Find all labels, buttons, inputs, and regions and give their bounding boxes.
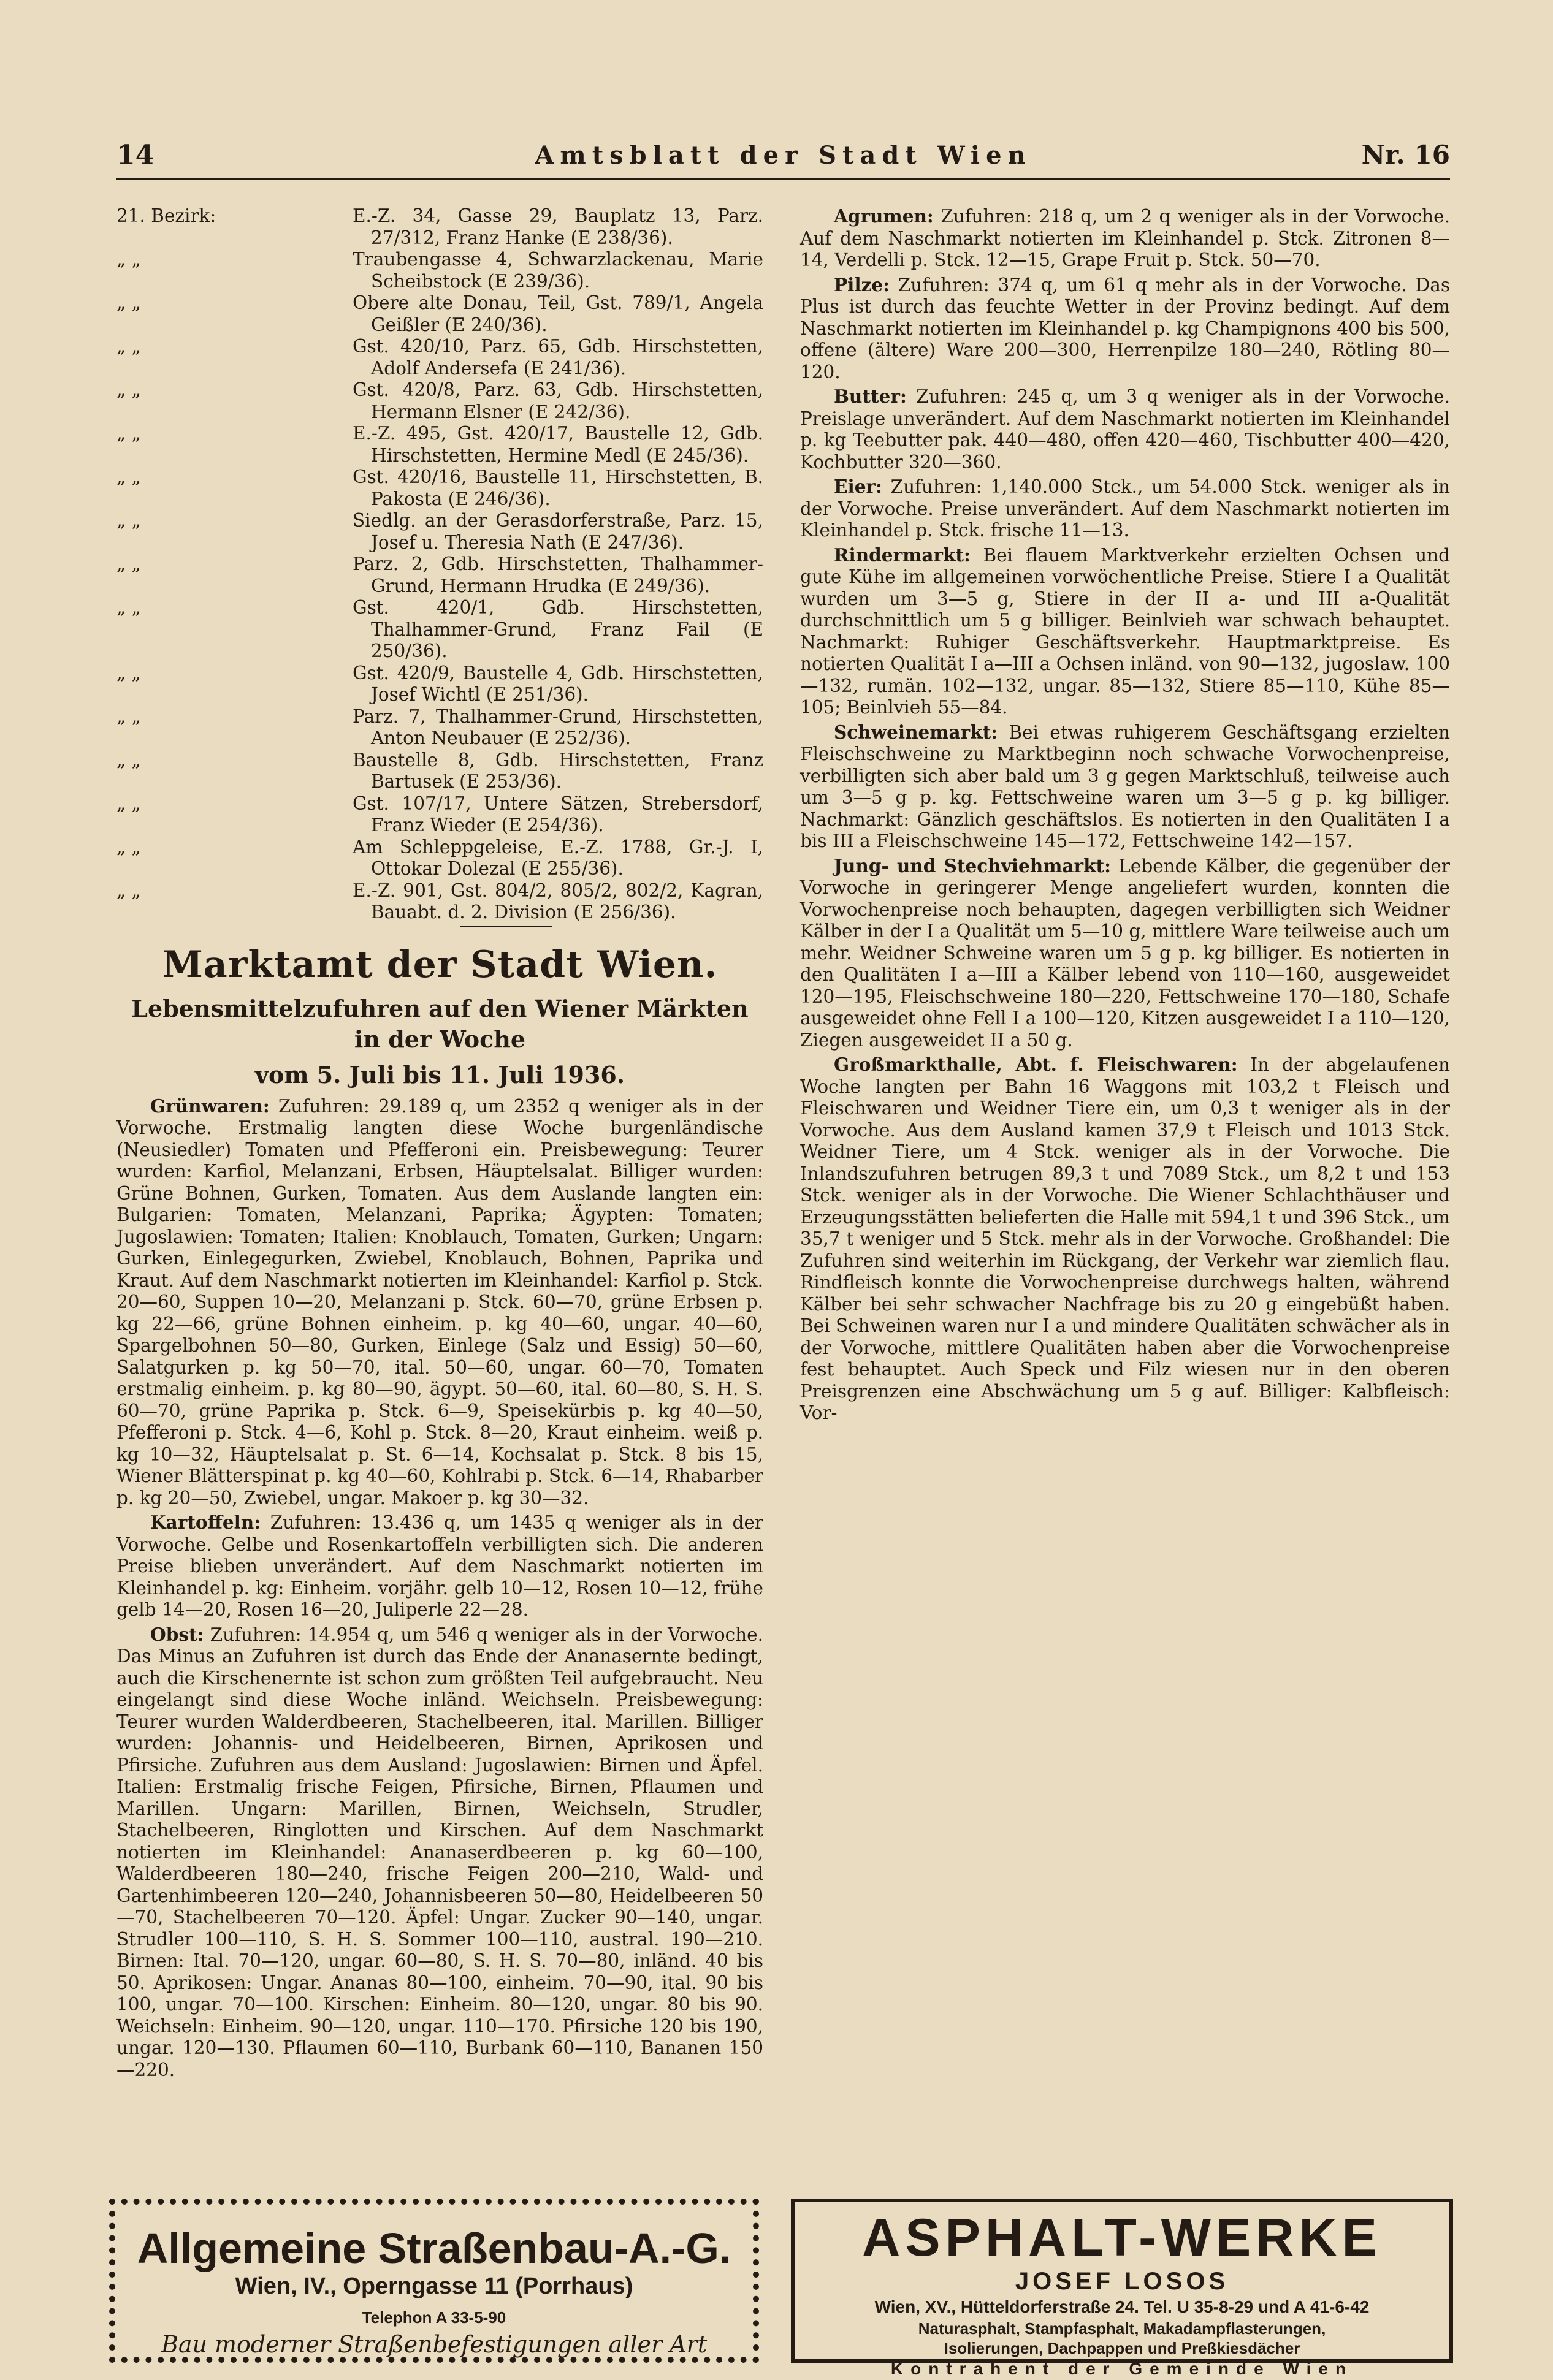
paragraph-keyword: Jung- und Stechviehmarkt: [834,854,1112,876]
ad-asphalt-name: ASPHALT-WERKE [862,2208,1382,2267]
paragraph-text: Zufuhren: 218 q, um 2 q weniger als in der Vorwoche. Auf dem Naschmarkt notierten im Kleinhandel p. Stck. Zitronen 8—14, Verdelli p. Stck. 12—15, Grape Fruit p. Stck. 50—70. [800,206,1450,270]
report-paragraph [116,1624,763,2082]
district-entry [116,880,763,924]
district-entry-text: E.-Z. 495, Gst. 420/17, Baustelle 12, Gdb. Hirschstetten, Hermine Medl (E 245/36). [353,423,763,466]
ditto-mark: „ „ [116,597,141,618]
district-entry [116,292,763,336]
page-header [116,140,1450,170]
district-entry [116,336,763,379]
paragraph-text: Zufuhren: 13.436 q, um 1435 q weniger als in der Vorwoche. Gelbe und Rosenkartoffeln verbilligten sich. Die anderen Preise blieben unverändert. Auf dem Naschmarkt notierten im Kleinhandel p. kg: Einheim. vorjähr. gelb 10—12, Rosen 10—12, frühe gelb 14—20, Rosen 16—20, Juliperle 22—28. [116,1512,763,1620]
ditto-mark: „ „ [116,249,141,270]
paragraph-keyword: Großmarkthalle, Abt. f. Fleischwaren: [834,1054,1238,1075]
district-entry [116,510,763,553]
ad-asphalt-address: Wien, XV., Hütteldorferstraße 24. Tel. U 35-8-29 und A 41-6-42 [874,2297,1370,2316]
district-entry-text: Gst. 420/8, Parz. 63, Gdb. Hirschstetten, Hermann Elsner (E 242/36). [353,379,763,422]
page-number: 14 [116,140,155,171]
ditto-mark: „ „ [116,553,141,574]
district-entry [116,837,763,880]
ad-asphalt-werke [791,2199,1453,2378]
district-entry [116,423,763,466]
paragraph-text: In der abgelaufenen Woche langten per Bahn 16 Waggons mit 103,2 t Fleisch und Fleischwaren und Weidner Tiere ein, um 0,3 t weniger als in der Vorwoche. Aus dem Ausland kamen 37,9 t Fleisch und 1013 Stck. Weidner Tiere, um 4 Stck. weniger als in der Vorwoche. Die Inlandszufuhren betrugen 89,3 t und 7089 Stck., um 8,2 t und 153 Stck. weniger als in der Vorwoche. Die Wiener Schlachthäuser und Erzeugungsstätten belieferten die Halle mit 594,1 t und 396 Stck., um 35,7 t weniger und 5 Stck. mehr als in der Vorwoche. Großhandel: Die Zufuhren sind weiterhin im Rückgang, der Verkehr war ziemlich flau. Rindfleisch konnte die Vorwochenpreise durchwegs halten, während Kälber bei sehr schwacher Nachfrage bis zu 20 g eingebüßt haben. Bei Schweinen waren nur I a und mindere Qualitäten schwächer als in der Vorwoche, mittlere Qualitäten haben aber die Vorwochenpreise fest behauptet. Auch Speck und Filz wiesen nur in den oberen Preisgrenzen eine Abschwächung um 5 g auf. Billiger: Kalbfleisch: Vor- [800,1054,1450,1423]
paragraph-text: Zufuhren: 29.189 q, um 2352 q weniger als in der Vorwoche. Erstmalig langten diese Woche burgenländische (Neusiedler) Tomaten und Pfefferoni ein. Preisbewegung: Teurer wurden: Karfiol, Melanzani, Erbsen, Häuptelsalat. Billiger wurden: Grüne Bohnen, Gurken, Tomaten. Aus dem Auslande langten ein: Bulgarien: Tomaten, Melanzani, Paprika; Ägypten: Tomaten; Jugoslawien: Tomaten; Italien: Knoblauch, Tomaten, Gurken; Ungarn: Gurken, Einlegegurken, Zwiebel, Knoblauch, Bohnen, Paprika und Kraut. Auf dem Naschmarkt notierten im Kleinhandel: Karfiol p. Stck. 20—60, Suppen 10—20, Melanzani p. Stck. 60—70, grüne Erbsen p. kg 22—66, grüne Bohnen einheim. p. kg 40—60, ungar. 40—60, Spargelbohnen 50—80, Gurken, Einlege (Salz und Essig) 50—60, Salatgurken p. kg 50—70, ital. 50—60, ungar. 60—70, Tomaten erstmalig einheim. p. kg 80—90, ägypt. 50—60, ital. 60—80, S. H. S. 60—70, grüne Paprika p. Stck. 6—9, Speisekürbis p. kg 40—50, Pfefferoni p. Stck. 4—6, Kohl p. Stck. 8—20, Kraut einheim. weiß p. kg 10—32, Häuptelsalat p. St. 6—14, Kochsalat p. Stck. 8 bis 15, Wiener Blätterspinat p. kg 40—60, Kohlrabi p. Stck. 6—14, Rhabarber p. kg 20—50, Zwiebel, ungar. Makoer p. kg 30—32. [116,1095,763,1508]
district-entry-text: Gst. 420/1, Gdb. Hirschstetten, Thalhammer-Grund, Franz Fail (E 250/36). [353,597,763,661]
paragraph-text: Zufuhren: 1,140.000 Stck., um 54.000 Stck. weniger als in der Vorwoche. Preise unverändert. Auf dem Naschmarkt notierten im Kleinhandel p. Stck. frische 11—13. [800,476,1450,541]
ditto-mark: „ „ [116,336,141,357]
paragraph-text: Zufuhren: 14.954 q, um 546 q weniger als in der Vorwoche. Das Minus an Zufuhren ist durch das Ende der Ananasernte bedingt, auch die Kirschenernte ist schon zum größten Teil aufgebraucht. Neu eingelangt sind diese Woche inländ. Weichseln. Preisbewegung: Teurer wurden Walderdbeeren, Stachelbeeren, ital. Marillen. Billiger wurden: Johannis- und Heidelbeeren, Birnen, Aprikosen und Pfirsiche. Zufuhren aus dem Ausland: Jugoslawien: Birnen und Äpfel. Italien: Erstmalig frische Feigen, Pfirsiche, Birnen, Pflaumen und Marillen. Ungarn: Marillen, Birnen, Weichseln, Strudler, Stachelbeeren, Ringlotten und Kirschen. Auf dem Naschmarkt notierten im Kleinhandel: Ananaserdbeeren p. kg 60—100, Walderdbeeren 180—240, frische Feigen 200—210, Wald- und Gartenhimbeeren 120—240, Johannisbeeren 50—80, Heidelbeeren 50—70, Stachelbeeren 70—120. Äpfel: Ungar. Zucker 90—140, ungar. Strudler 100—110, S. H. S. Sommer 100—110, austral. 190—210. Birnen: Ital. 70—120, ungar. 60—80, S. H. S. 70—80, inländ. 40 bis 50. Aprikosen: Ungar. Ananas 80—100, einheim. 70—90, ital. 90 bis 100, ungar. 70—100. Kirschen: Einheim. 80—120, ungar. 80 bis 90. Weichseln: Einheim. 90—120, ungar. 110—170. Pfirsiche 120 bis 190, ungar. 120—130. Pflaumen 60—110, Burbank 60—110, Bananen 150—220. [116,1624,763,2080]
report-paragraph [800,205,1450,272]
paragraph-keyword: Agrumen: [834,205,934,227]
paragraph-keyword: Pilze: [834,273,890,295]
district-entry-text: Gst. 420/16, Baustelle 11, Hirschstetten, B. Pakosta (E 246/36). [353,466,763,509]
ditto-mark: „ „ [116,466,141,487]
district-entry-text: Gst. 107/17, Untere Sätzen, Strebersdorf, Franz Wieder (E 254/36). [353,793,763,835]
paragraph-keyword: Butter: [834,386,907,407]
ad-strassenbau-phone: Telephon A 33-5-90 [362,2308,506,2327]
district-entry [116,663,763,706]
header-rule [116,178,1450,180]
district-entry-text: Am Schleppgeleise, E.-Z. 1788, Gr.-J. I, Ottokar Dolezal (E 255/36). [353,836,763,879]
ad-strassenbau-name: Allgemeine Straßenbau-A.-G. [137,2224,731,2272]
report-paragraph [116,1511,763,1621]
ad-strassenbau-address: Wien, IV., Operngasse 11 (Porrhaus) [235,2273,633,2299]
district-entry [116,706,763,750]
district-entry-text: Siedlg. an der Gerasdorferstraße, Parz. 15, Josef u. Theresia Nath (E 247/36). [353,510,763,553]
district-entry-text: Gst. 420/10, Parz. 65, Gdb. Hirschstetten, Adolf Andersefa (E 241/36). [353,336,763,379]
paragraph-text: Bei etwas ruhigerem Geschäftsgang erzielten Fleischschweine zu Marktbeginn noch schwache Vorwochenpreise, verbilligten sich aber bald um 3 g gegen Marktschluß, teilweise auch um 3—5 g p. kg. Fettschweine waren um 3—5 g p. kg billiger. Nachmarkt: Gänzlich geschäftslos. Es notierten in den Qualitäten I a bis III a Fleischschweine 145—172, Fettschweine 142—157. [800,721,1450,851]
district-entry [116,597,763,663]
district-entry [116,750,763,793]
district-entry-text: Baustelle 8, Gdb. Hirschstetten, Franz Bartusek (E 253/36). [353,749,763,792]
publication-title: Amtsblatt der Stadt Wien [535,141,1032,170]
section-title: Marktamt der Stadt Wien. [162,943,718,986]
market-report-left [116,1095,763,2082]
report-paragraph [800,1054,1450,1424]
left-column [116,205,763,2083]
ditto-mark: „ „ [116,880,141,901]
report-paragraph [800,476,1450,542]
paragraph-text: Zufuhren: 245 q, um 3 q weniger als in der Vorwoche. Preislage unverändert. Auf dem Naschmarkt notierten im Kleinhandel p. kg Teebutter pak. 440—480, offen 420—460, Tischbutter 400—420, Kochbutter 320—360. [800,386,1450,473]
paragraph-keyword: Grünwaren: [150,1095,270,1117]
district-register [116,205,763,924]
section-subtitle-line2: vom 5. Juli bis 11. Juli 1936. [254,1060,625,1089]
district-entry [116,793,763,837]
district-entry-text: E.-Z. 34, Gasse 29, Bauplatz 13, Parz. 27/312, Franz Hanke (E 238/36). [353,205,763,248]
ad-asphalt-contractor: Kontrahent der Gemeinde Wien [890,2359,1354,2378]
ad-strassenbau-slogan: Bau moderner Straßenbefestigungen aller Art [161,2331,708,2358]
paragraph-text: Bei flauem Marktverkehr erzielten Ochsen und gute Kühe im allgemeinen vorwöchentliche Preise. Stiere I a Qualität wurden um 3—5 g, Stiere in der II a- und III a-Qualität durchschnittlich um 5 g billiger. Beinlvieh war schwach behauptet. Nachmarkt: Ruhiger Geschäftsverkehr. Hauptmarktpreise. Es notierten Qualität I a—III a Ochsen inländ. von 90—132, jugoslaw. 100—132, rumän. 102—132, ungar. 85—132, Stiere 85—110, Kühe 85—105; Beinlvieh 55—84. [800,544,1450,718]
paragraph-keyword: Obst: [150,1623,204,1645]
report-paragraph [800,544,1450,719]
district-label: 21. Bezirk: [116,205,216,226]
paragraph-text: Zufuhren: 374 q, um 61 q mehr als in der Vorwoche. Das Plus ist durch das feuchte Wetter in der Provinz bedingt. Auf dem Naschmarkt notierten im Kleinhandel p. kg Champignons 400 bis 500, offene (ältere) Ware 200—300, Herrenpilze 180—240, Rötling 80—120. [800,274,1450,382]
paragraph-keyword: Rindermarkt: [834,544,971,566]
district-entry-text: Traubengasse 4, Schwarzlackenau, Marie Scheibstock (E 239/36). [353,249,763,292]
district-entry [116,249,763,292]
paragraph-keyword: Kartoffeln: [150,1511,261,1533]
ditto-mark: „ „ [116,423,141,444]
paragraph-keyword: Schweinemarkt: [834,721,998,743]
district-entry [116,553,763,597]
ditto-mark: „ „ [116,292,141,313]
report-paragraph [116,1095,763,1510]
ditto-mark: „ „ [116,379,141,400]
ditto-mark: „ „ [116,793,141,814]
district-entry-text: Gst. 420/9, Baustelle 4, Gdb. Hirschstetten, Josef Wichtl (E 251/36). [353,662,763,705]
issue-number: Nr. 16 [1361,140,1450,170]
district-entry-text: E.-Z. 901, Gst. 804/2, 805/2, 802/2, Kagran, Bauabt. d. 2. Division (E 256/36). [353,880,763,922]
district-entry-text: Parz. 2, Gdb. Hirschstetten, Thalhammer-Grund, Hermann Hrudka (E 249/36). [353,553,763,596]
paragraph-text: Lebende Kälber, die gegenüber der Vorwoche in geringerer Menge angeliefert wurden, konnten die Vorwochenpreise noch behaupten, dagegen verbilligten sich Weidner Kälber in der I a Qualität um 5—10 g, mittlere Ware teilweise auch um mehr. Weidner Schweine waren um 5 g p. kg billiger. Es notierten in den Qualitäten I a—III a Kälber lebend von 110—160, ausgeweidet 120—195, Fleischschweine 180—220, Fettschweine 170—180, Schafe ausgeweidet ohne Fell I a 100—120, Kitzen ausgeweidet I a 110—120, Ziegen ausgeweidet II a 50 g. [800,855,1450,1051]
ad-strassenbau [109,2199,759,2363]
ad-asphalt-products-2: Isolierungen, Dachpappen und Preßkiesdächer [944,2339,1300,2357]
ad-asphalt-products-1: Naturasphalt, Stampfasphalt, Makadampflasterungen, [918,2319,1326,2338]
section-divider [460,926,552,927]
paragraph-keyword: Eier: [834,476,882,497]
district-entry [116,466,763,510]
report-paragraph [800,386,1450,473]
ditto-mark: „ „ [116,836,141,857]
ditto-mark: „ „ [116,510,141,531]
ditto-mark: „ „ [116,662,141,683]
district-entry-text: Obere alte Donau, Teil, Gst. 789/1, Angela Geißler (E 240/36). [353,292,763,335]
ditto-mark: „ „ [116,705,141,727]
report-paragraph [800,855,1450,1052]
ditto-mark: „ „ [116,749,141,770]
report-paragraph [800,274,1450,384]
district-entry-text: Parz. 7, Thalhammer-Grund, Hirschstetten, Anton Neubauer (E 252/36). [353,705,763,748]
district-entry [116,379,763,423]
right-column [800,205,1450,1427]
report-paragraph [800,721,1450,853]
district-entry [116,205,763,249]
market-report-right [800,205,1450,1424]
section-subtitle-line1: Lebensmittelzufuhren auf den Wiener Märkten in der Woche [131,994,749,1053]
ad-asphalt-owner: JOSEF LOSOS [1015,2268,1229,2295]
